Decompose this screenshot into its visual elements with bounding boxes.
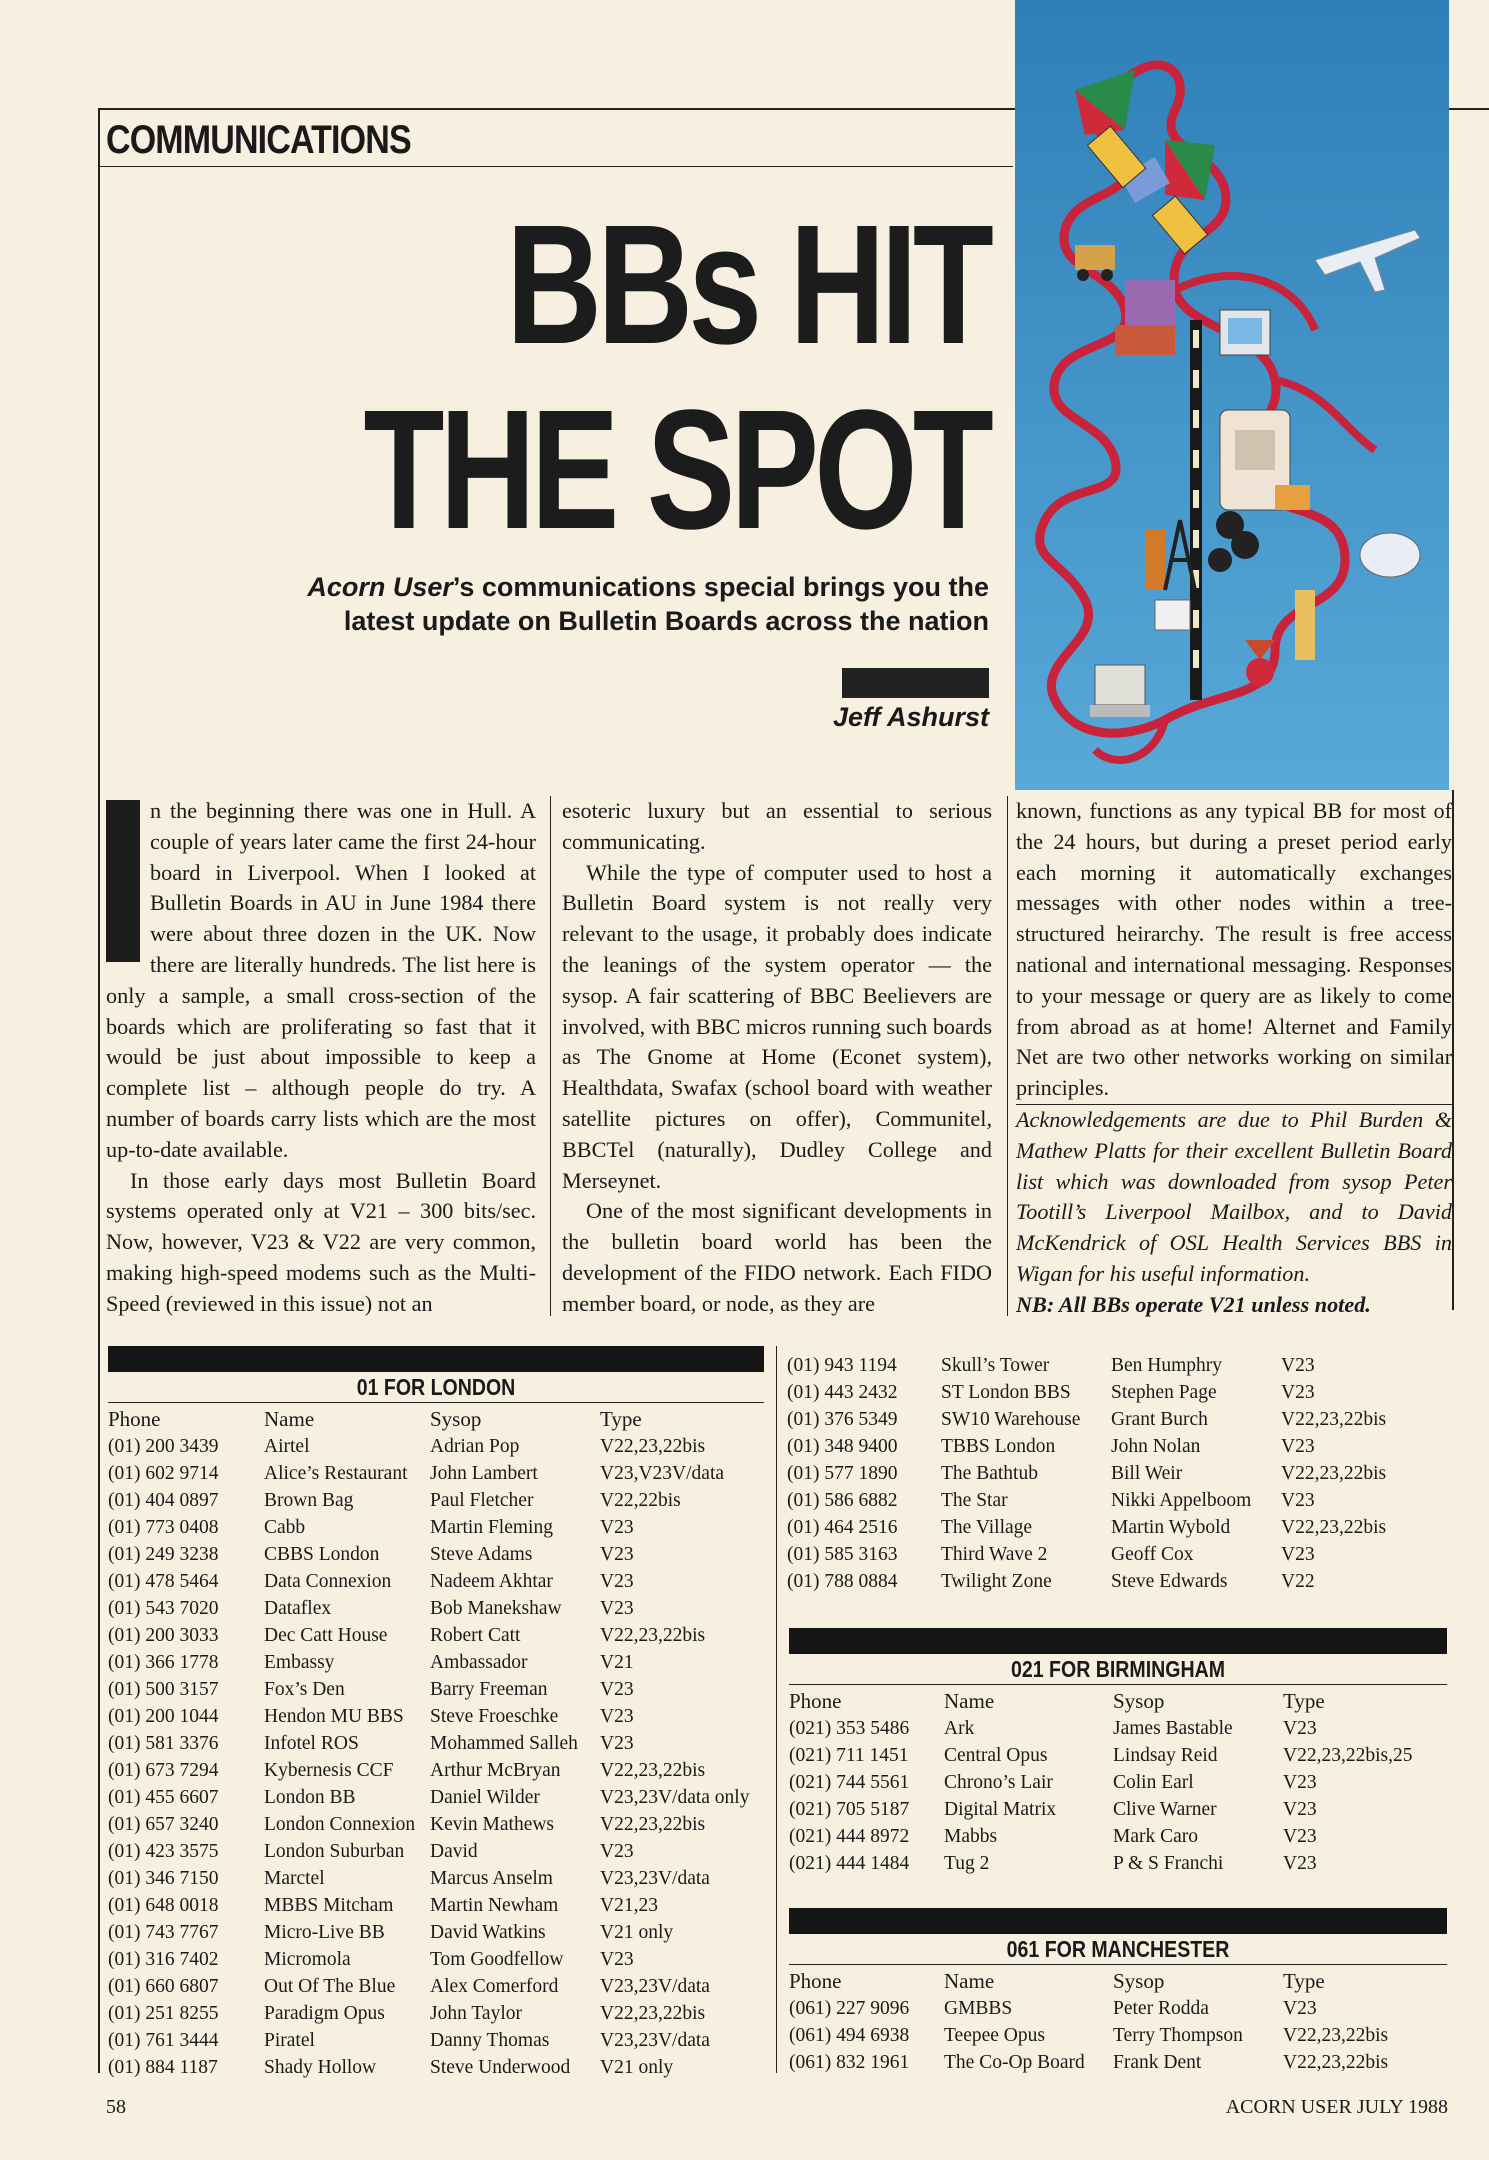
cell-name: Micro-Live BB: [264, 1922, 385, 1943]
cell-sysop: Nikki Appelboom: [1111, 1490, 1252, 1511]
cell-sysop: David: [430, 1841, 478, 1862]
cell-name: Tug 2: [944, 1853, 990, 1874]
cell-name: Marctel: [264, 1868, 325, 1889]
cell-type: V23,V23V/data: [600, 1463, 725, 1484]
manchester-title-rule: [789, 1964, 1447, 1965]
cell-type: V22: [1281, 1571, 1315, 1592]
cell-name: Brown Bag: [264, 1490, 354, 1511]
cell-sysop: John Lambert: [430, 1463, 538, 1484]
cell-type: V22,23,22bis: [600, 1625, 706, 1646]
cell-name: Chrono’s Lair: [944, 1772, 1053, 1793]
cell-phone: (01) 366 1778: [108, 1652, 219, 1673]
column-2-paragraph-3: One of the most significant developments in the bulletin board world has been the development of the FIDO network. Each FIDO member board, or node, as they are: [562, 1198, 992, 1316]
cell-sysop: Bill Weir: [1111, 1463, 1183, 1484]
cell-type: V22,23,22bis: [1281, 1463, 1387, 1484]
cell-phone: (021) 705 5187: [789, 1799, 910, 1820]
cell-sysop: Peter Rodda: [1113, 1998, 1209, 2019]
cell-phone: (021) 444 1484: [789, 1853, 910, 1874]
cell-type: V21,23: [600, 1895, 658, 1916]
cell-type: V22,23,22bis: [1281, 1409, 1387, 1430]
cell-sysop: Frank Dent: [1113, 2052, 1202, 2073]
cell-phone: (061) 227 9096: [789, 1998, 910, 2019]
acknowledgements: Acknowledgements are due to Phil Burden & Mathew Platts for their excellent Bulletin Board list which was downloaded from sysop Peter Tootill’s Liverpool Mailbox, and to David McKendrick of OSL Health Services BBS in Wigan for his useful information.: [1016, 1106, 1452, 1286]
cell-name: GMBBS: [944, 1998, 1013, 2019]
cell-sysop: Lindsay Reid: [1113, 1745, 1218, 1766]
cell-type: V22,23,22bis: [600, 1436, 706, 1457]
cell-type: V23: [600, 1733, 634, 1754]
cell-type: V23: [1281, 1490, 1315, 1511]
header-name: Name: [264, 1407, 315, 1431]
satellite-dish-icon: [1360, 533, 1420, 577]
cell-phone: (021) 711 1451: [789, 1745, 909, 1766]
birmingham-title-rule: [789, 1684, 1447, 1685]
cell-name: ST London BBS: [941, 1382, 1071, 1403]
birmingham-table-title: 021 FOR BIRMINGHAM: [1011, 1656, 1225, 1682]
left-rule: [98, 108, 100, 2073]
cell-type: V23: [1283, 1718, 1317, 1739]
cell-name: Ark: [944, 1718, 975, 1739]
uk-comms-illustration: [1015, 0, 1449, 790]
cell-type: V22,22bis: [600, 1490, 681, 1511]
cell-sysop: Adrian Pop: [430, 1436, 520, 1457]
cell-phone: (01) 455 6607: [108, 1787, 219, 1808]
cell-type: V21: [600, 1652, 634, 1673]
manchester-table-bar: [789, 1908, 1447, 1934]
column-1-paragraph-1: n the beginning there was one in Hull. A couple of years later came the first 24-hour board in Liverpool. When I looked at Bulletin Boards in AU in June 1984 there were about three dozen in the UK. Now there are literally hundreds. The list here is only a sample, a small cross-section of the boards which are proliferating so fast that it would be just about impossible to keep a complete list – although people do try. A number of boards carry lists which are the most up-to-date available.: [106, 798, 536, 1162]
cell-type: V22,23,22bis: [1283, 2025, 1389, 2046]
cell-phone: (01) 773 0408: [108, 1517, 219, 1538]
cell-phone: (01) 660 6807: [108, 1976, 219, 1997]
page-number: 58: [106, 2096, 126, 2118]
cell-phone: (01) 602 9714: [108, 1463, 219, 1484]
cell-phone: (01) 200 3439: [108, 1436, 219, 1457]
header-sysop: Sysop: [430, 1407, 482, 1431]
cell-type: V23: [600, 1544, 634, 1565]
section-label: COMMUNICATIONS: [106, 118, 411, 162]
header-type: Type: [600, 1407, 642, 1431]
cell-type: V21 only: [600, 1922, 674, 1943]
cell-name: Dec Catt House: [264, 1625, 388, 1646]
cell-phone: (01) 464 2516: [787, 1517, 898, 1538]
cell-phone: (01) 500 3157: [108, 1679, 219, 1700]
cell-name: Shady Hollow: [264, 2057, 377, 2078]
cell-name: London Connexion: [264, 1814, 416, 1835]
cell-phone: (01) 251 8255: [108, 2003, 219, 2024]
column-3-paragraph-1: known, functions as any typical BB for most of the 24 hours, but during a preset period early each morning it automatically exchanges messages with other nodes within a tree-structured heirarchy. The result is free access national and international messaging. Responses to your message or query are as likely to come from abroad as at home! Alternet and Family Net are two other networks working on similar principles.: [1016, 798, 1452, 1101]
cell-name: Dataflex: [264, 1598, 332, 1619]
article-column-3: [1016, 796, 1452, 1321]
header-phone: Phone: [789, 1689, 842, 1713]
cell-sysop: Arthur McBryan: [430, 1760, 561, 1781]
cell-name: Skull’s Tower: [941, 1355, 1050, 1376]
cell-phone: (01) 316 7402: [108, 1949, 219, 1970]
right-frame-rule: [1452, 790, 1454, 1310]
cell-phone: (01) 348 9400: [787, 1436, 898, 1457]
header-type: Type: [1283, 1969, 1325, 1993]
cell-type: V22,23,22bis: [600, 2003, 706, 2024]
header-name: Name: [944, 1969, 995, 1993]
cell-type: V21 only: [600, 2057, 674, 2078]
header-phone: Phone: [789, 1969, 842, 1993]
london-table-bar: [108, 1346, 764, 1372]
cell-type: V23: [1281, 1436, 1315, 1457]
column-divider-1: [550, 796, 551, 1316]
header-name: Name: [944, 1689, 995, 1713]
cell-type: V22,23,22bis: [600, 1814, 706, 1835]
cell-sysop: John Taylor: [430, 2003, 522, 2024]
cell-name: SW10 Warehouse: [941, 1409, 1081, 1430]
cell-type: V23: [600, 1841, 634, 1862]
cell-sysop: Ben Humphry: [1111, 1355, 1223, 1376]
cell-type: V23: [1283, 1853, 1317, 1874]
cell-name: Third Wave 2: [941, 1544, 1048, 1565]
cell-phone: (021) 353 5486: [789, 1718, 910, 1739]
cell-type: V22,23,22bis: [1281, 1517, 1387, 1538]
cell-type: V23,23V/data: [600, 2030, 710, 2051]
cell-phone: (01) 673 7294: [108, 1760, 219, 1781]
cell-type: V23: [1283, 1998, 1317, 2019]
cell-name: TBBS London: [941, 1436, 1056, 1457]
cell-phone: (021) 444 8972: [789, 1826, 910, 1847]
article-column-2: [562, 796, 992, 1320]
cell-sysop: James Bastable: [1113, 1718, 1233, 1739]
magazine-footer: ACORN USER JULY 1988: [1225, 2096, 1448, 2118]
cell-type: V23: [1283, 1772, 1317, 1793]
cell-phone: (01) 443 2432: [787, 1382, 898, 1403]
cell-sysop: Steve Edwards: [1111, 1571, 1228, 1592]
cell-phone: (01) 581 3376: [108, 1733, 219, 1754]
cell-type: V23: [1283, 1826, 1317, 1847]
cell-name: Out Of The Blue: [264, 1976, 396, 1997]
cell-name: The Star: [941, 1490, 1008, 1511]
section-underline: [98, 166, 1013, 167]
cell-type: V22,23,22bis: [1283, 2052, 1389, 2073]
byline: Jeff Ashurst: [832, 702, 989, 732]
cell-sysop: Daniel Wilder: [430, 1787, 540, 1808]
cell-phone: (01) 761 3444: [108, 2030, 219, 2051]
cell-sysop: Steve Froeschke: [430, 1706, 559, 1727]
cell-sysop: Mark Caro: [1113, 1826, 1199, 1847]
cell-type: V23: [1281, 1544, 1315, 1565]
cell-sysop: David Watkins: [430, 1922, 546, 1943]
birmingham-table-bar: [789, 1628, 1447, 1654]
cell-phone: (061) 494 6938: [789, 2025, 910, 2046]
cell-type: V23,23V/data only: [600, 1787, 750, 1808]
cell-name: Cabb: [264, 1517, 306, 1538]
cell-type: V23: [600, 1949, 634, 1970]
cell-sysop: Marcus Anselm: [430, 1868, 553, 1889]
cell-sysop: Tom Goodfellow: [430, 1949, 564, 1970]
cell-type: V23,23V/data: [600, 1868, 710, 1889]
header-sysop: Sysop: [1113, 1969, 1165, 1993]
cell-name: Embassy: [264, 1652, 335, 1673]
cell-type: V23: [1281, 1355, 1315, 1376]
cell-name: Paradigm Opus: [264, 2003, 385, 2024]
cell-phone: (01) 249 3238: [108, 1544, 219, 1565]
cell-type: V23,23V/data: [600, 1976, 710, 1997]
cell-type: V23: [600, 1598, 634, 1619]
standfirst-text: ’s communications special brings you the latest update on Bulletin Boards across the nation: [343, 572, 989, 636]
cell-phone: (01) 743 7767: [108, 1922, 219, 1943]
byline-bar: [842, 668, 989, 698]
cell-phone: (061) 832 1961: [789, 2052, 910, 2073]
cell-sysop: Martin Newham: [430, 1895, 559, 1916]
column-1-paragraph-2: In those early days most Bulletin Board systems operated only at V21 – 300 bits/sec. Now, however, V23 & V22 are very common, making high-speed modems such as the Multi-Speed (reviewed in this issue) not an: [106, 1167, 536, 1316]
cell-name: CBBS London: [264, 1544, 380, 1565]
column-2-paragraph-2: While the type of computer used to host a Bulletin Board system is not really very relevant to the usage, it probably does indicate the leanings of the system operator — the sysop. A fair scattering of BBC Beelievers are involved, with BBC micros running such boards as The Gnome at Home (Econet system), Healthdata, Swafax (school board with weather satellite pictures on offer), Communitel, BBCTel (naturally), Dudley College and Merseynet.: [562, 859, 992, 1193]
cell-sysop: Steve Underwood: [430, 2057, 571, 2078]
cell-name: Kybernesis CCF: [264, 1760, 394, 1781]
cell-phone: (01) 200 3033: [108, 1625, 219, 1646]
cell-name: London BB: [264, 1787, 356, 1808]
cell-type: V23: [600, 1517, 634, 1538]
london-title-rule: [108, 1402, 764, 1403]
cell-sysop: Grant Burch: [1111, 1409, 1208, 1430]
column-2-paragraph-1: esoteric luxury but an essential to serious communicating.: [562, 798, 992, 854]
standfirst-magazine-name: Acorn User: [307, 572, 453, 602]
cell-sysop: Robert Catt: [430, 1625, 521, 1646]
cell-type: V23: [600, 1571, 634, 1592]
drop-cap: [106, 800, 140, 962]
cell-phone: (01) 577 1890: [787, 1463, 898, 1484]
header-sysop: Sysop: [1113, 1689, 1165, 1713]
cell-phone: (01) 585 3163: [787, 1544, 898, 1565]
cell-name: Fox’s Den: [264, 1679, 345, 1700]
cell-name: Data Connexion: [264, 1571, 392, 1592]
cell-sysop: Nadeem Akhtar: [430, 1571, 553, 1592]
cell-name: Twilight Zone: [941, 1571, 1052, 1592]
cell-type: V23: [600, 1679, 634, 1700]
headline-line-1: BBs HIT: [506, 190, 989, 380]
cell-sysop: Danny Thomas: [430, 2030, 550, 2051]
cell-phone: (01) 884 1187: [108, 2057, 218, 2078]
cell-name: The Bathtub: [941, 1463, 1038, 1484]
cell-phone: (01) 200 1044: [108, 1706, 219, 1727]
cell-sysop: Martin Wybold: [1111, 1517, 1231, 1538]
cell-sysop: Geoff Cox: [1111, 1544, 1194, 1565]
cell-sysop: Alex Comerford: [430, 1976, 559, 1997]
cell-type: V23: [600, 1706, 634, 1727]
cell-phone: (01) 657 3240: [108, 1814, 219, 1835]
cell-sysop: Steve Adams: [430, 1544, 533, 1565]
cell-phone: (01) 423 3575: [108, 1841, 219, 1862]
cell-sysop: Kevin Mathews: [430, 1814, 555, 1835]
cell-sysop: Barry Freeman: [430, 1679, 548, 1700]
cell-phone: (01) 788 0884: [787, 1571, 898, 1592]
cell-phone: (01) 478 5464: [108, 1571, 219, 1592]
cell-name: Digital Matrix: [944, 1799, 1057, 1820]
header-type: Type: [1283, 1689, 1325, 1713]
cell-sysop: Terry Thompson: [1113, 2025, 1243, 2046]
cell-sysop: Bob Manekshaw: [430, 1598, 562, 1619]
cell-phone: (01) 943 1194: [787, 1355, 897, 1376]
cell-phone: (01) 586 6882: [787, 1490, 898, 1511]
cell-name: The Co-Op Board: [944, 2052, 1085, 2073]
london-table-title: 01 FOR LONDON: [356, 1374, 516, 1400]
cell-sysop: Martin Fleming: [430, 1517, 553, 1538]
cell-name: Micromola: [264, 1949, 351, 1970]
header-phone: Phone: [108, 1407, 161, 1431]
cell-name: Infotel ROS: [264, 1733, 359, 1754]
cell-name: Central Opus: [944, 1745, 1048, 1766]
headline-line-2: THE SPOT: [363, 375, 989, 565]
cell-name: MBBS Mitcham: [264, 1895, 394, 1916]
cell-sysop: Colin Earl: [1113, 1772, 1194, 1793]
cell-name: Mabbs: [944, 1826, 998, 1847]
cell-type: V22,23,22bis,25: [1283, 1745, 1413, 1766]
cell-sysop: Clive Warner: [1113, 1799, 1217, 1820]
cell-phone: (021) 744 5561: [789, 1772, 910, 1793]
table-column-divider: [776, 1346, 777, 2073]
column-divider-2: [1007, 796, 1008, 1316]
cell-name: The Village: [941, 1517, 1033, 1538]
cell-sysop: P & S Franchi: [1113, 1853, 1224, 1874]
cell-type: V23: [1281, 1382, 1315, 1403]
cell-sysop: John Nolan: [1111, 1436, 1201, 1457]
cell-phone: (01) 648 0018: [108, 1895, 219, 1916]
nb-note: NB: All BBs operate V21 unless noted.: [1016, 1291, 1371, 1317]
cell-sysop: Paul Fletcher: [430, 1490, 534, 1511]
cell-phone: (01) 543 7020: [108, 1598, 219, 1619]
ack-rule: [1016, 1104, 1452, 1105]
cell-phone: (01) 346 7150: [108, 1868, 219, 1889]
cell-name: Airtel: [264, 1436, 310, 1457]
cell-name: Teepee Opus: [944, 2025, 1045, 2046]
cell-name: Hendon MU BBS: [264, 1706, 404, 1727]
manchester-table-title: 061 FOR MANCHESTER: [1006, 1936, 1230, 1962]
cell-phone: (01) 404 0897: [108, 1490, 219, 1511]
cell-phone: (01) 376 5349: [787, 1409, 898, 1430]
cell-type: V22,23,22bis: [600, 1760, 706, 1781]
cell-sysop: Ambassador: [430, 1652, 528, 1673]
standfirst: [289, 570, 989, 638]
cell-name: London Suburban: [264, 1841, 405, 1862]
article-column-1: [106, 796, 536, 1320]
cell-sysop: Mohammed Salleh: [430, 1733, 578, 1754]
cell-sysop: Stephen Page: [1111, 1382, 1217, 1403]
cell-name: Piratel: [264, 2030, 315, 2051]
cell-type: V23: [1283, 1799, 1317, 1820]
cell-name: Alice’s Restaurant: [264, 1463, 408, 1484]
